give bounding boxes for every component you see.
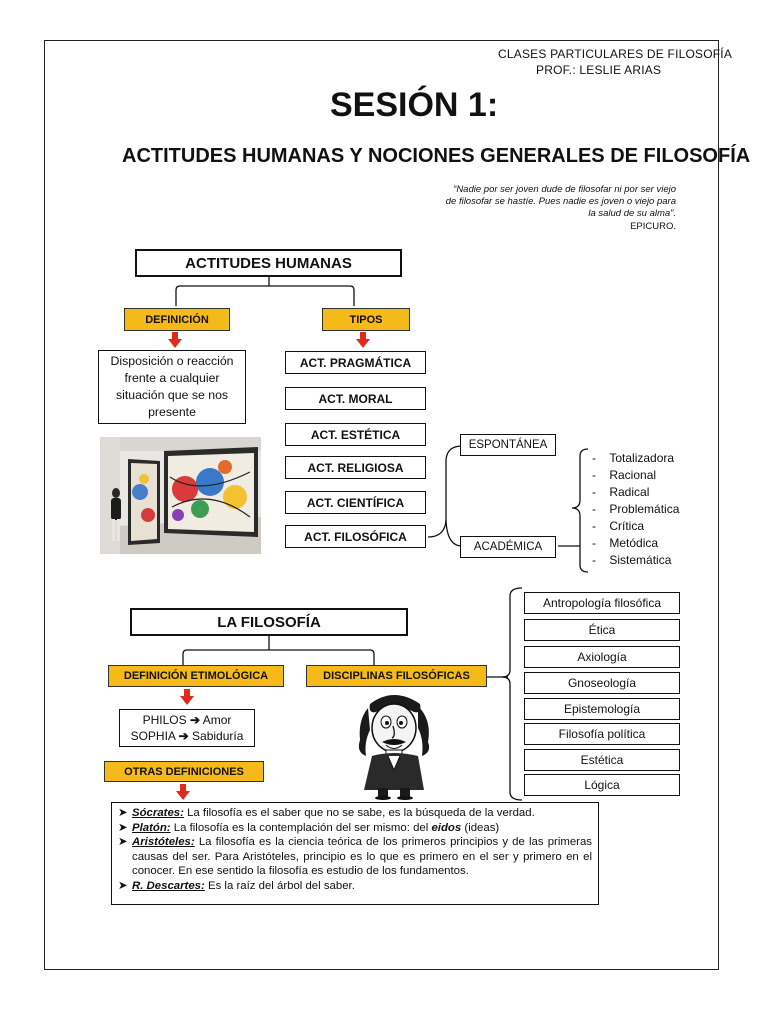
- brace: [572, 449, 588, 572]
- connector-line: [183, 650, 374, 666]
- list-item: - Crítica: [592, 519, 645, 533]
- tipo-cientifica: ACT. CIENTÍFICA: [285, 491, 426, 514]
- down-arrow-icon: [356, 332, 370, 348]
- connector-line: [176, 286, 354, 306]
- academica-box: ACADÉMICA: [460, 536, 556, 558]
- list-item: - Racional: [592, 468, 657, 482]
- disciplina-antropologia: Antropología filosófica: [524, 592, 680, 614]
- definicion-tag: DEFINICIÓN: [124, 308, 230, 331]
- definicion-descartes: ➤ R. Descartes: Es la raíz del árbol del saber.: [118, 879, 355, 892]
- page-title: SESIÓN 1:: [330, 86, 499, 124]
- bullet-arrow-icon: ➤: [118, 879, 128, 892]
- definicion-line: presente: [148, 405, 196, 419]
- list-item: - Sistemática: [592, 553, 672, 567]
- definicion-line: frente a cualquier: [124, 371, 220, 385]
- list-item: - Radical: [592, 485, 650, 499]
- etimologica-tag: DEFINICIÓN ETIMOLÓGICA: [108, 665, 284, 687]
- etimologia-box: [119, 709, 255, 747]
- descartes-caricature: [348, 690, 442, 800]
- disciplina-axiologia: Axiología: [524, 646, 680, 668]
- bullet-arrow-icon: ➤: [118, 836, 128, 848]
- etimologia-row: PHILOS ➔ Amor: [142, 713, 232, 727]
- list-item: - Metódica: [592, 536, 659, 550]
- disciplina-etica: Ética: [524, 619, 680, 641]
- tipos-tag: TIPOS: [322, 308, 410, 331]
- quote-line: “Nadie por ser joven dude de filosofar ni por ser viejo: [453, 184, 676, 195]
- disciplina-politica: Filosofía política: [524, 723, 680, 745]
- actitudes-heading: ACTITUDES HUMANAS: [135, 249, 402, 277]
- definicion-platon: ➤ Platón: La filosofía es la contemplación del ser mismo: del eidos (ideas): [118, 821, 500, 834]
- tipo-religiosa: ACT. RELIGIOSA: [285, 456, 426, 479]
- list-item: - Problemática: [592, 502, 680, 516]
- header-course: CLASES PARTICULARES DE FILOSOFÍA: [498, 47, 733, 61]
- definiciones-box: [111, 802, 599, 905]
- page-subtitle: ACTITUDES HUMANAS Y NOCIONES GENERALES DE FILOSOFÍA: [122, 145, 751, 167]
- caracteristicas-list: [592, 450, 679, 569]
- definicion-aristoteles: ➤ Aristóteles: La filosofía es la ciencia teórica de los primeros principios y de las primeras causas del ser. Para Aristóteles, principio es lo que es primero en el ser y primero en el conocer. En ese sentido la filosofía es estudio de los fundamentos.: [118, 836, 592, 877]
- down-arrow-icon: [176, 784, 190, 800]
- down-arrow-icon: [168, 332, 182, 348]
- down-arrow-icon: [180, 689, 194, 705]
- tipo-estetica: ACT. ESTÉTICA: [285, 423, 426, 446]
- quote-author: EPICURO.: [630, 221, 676, 232]
- disciplina-logica: Lógica: [524, 774, 680, 796]
- tipo-moral: ACT. MORAL: [285, 387, 426, 410]
- art-gallery-image: [100, 437, 261, 554]
- bullet-arrow-icon: ➤: [118, 807, 128, 819]
- disciplina-estetica: Estética: [524, 749, 680, 771]
- header-teacher: PROF.: LESLIE ARIAS: [536, 63, 662, 77]
- disciplinas-tag: DISCIPLINAS FILOSÓFICAS: [306, 665, 487, 687]
- disciplina-epistemologia: Epistemología: [524, 698, 680, 720]
- definicion-box: [98, 350, 246, 424]
- etimologia-row: SOPHIA ➔ Sabiduría: [130, 729, 244, 743]
- list-item: - Totalizadora: [592, 451, 675, 465]
- espontanea-box: ESPONTÁNEA: [460, 434, 556, 456]
- definicion-socrates: ➤ Sócrates: La filosofía es el saber que no se sabe, es la búsqueda de la verdad.: [118, 807, 535, 819]
- connector-line: [428, 446, 462, 537]
- tipo-pragmatica: ACT. PRAGMÁTICA: [285, 351, 426, 374]
- filosofia-heading: LA FILOSOFÍA: [130, 608, 408, 636]
- quote-line: la salud de su alma”.: [588, 208, 676, 219]
- otras-tag: OTRAS DEFINICIONES: [104, 761, 264, 782]
- quote-line: de filosofar se hastíe. Pues nadie es joven o viejo para: [445, 196, 676, 207]
- tipo-filosofica: ACT. FILOSÓFICA: [285, 525, 426, 548]
- disciplina-gnoseologia: Gnoseología: [524, 672, 680, 694]
- definicion-line: situación que se nos: [115, 388, 229, 402]
- brace: [502, 588, 522, 800]
- definicion-line: Disposición o reacción: [110, 354, 234, 368]
- bullet-arrow-icon: ➤: [118, 821, 128, 834]
